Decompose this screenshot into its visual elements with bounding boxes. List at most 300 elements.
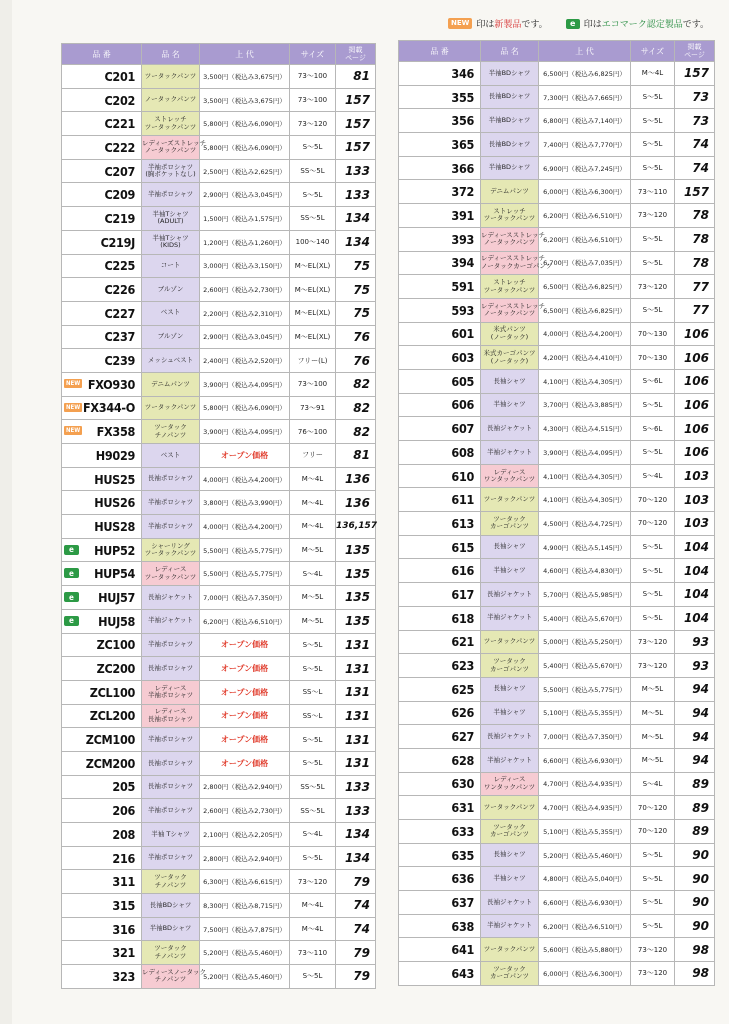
catalog-page: 133: [336, 775, 376, 799]
catalog-page: 78: [675, 204, 715, 228]
catalog-page: 90: [675, 867, 715, 891]
table-row: [62, 823, 376, 847]
product-code: 391: [451, 207, 474, 223]
table-row: [62, 467, 376, 491]
product-size: S～5L: [631, 156, 675, 180]
table-row: [62, 230, 376, 254]
table-row: [399, 962, 715, 986]
product-name: レディースノータック チノパンツ: [142, 965, 200, 989]
product-size: M～EL(XL): [290, 278, 336, 302]
product-code: 617: [451, 586, 474, 602]
catalog-page: 157: [675, 62, 715, 86]
product-code-cell: [399, 630, 481, 654]
product-size: 73～91: [290, 396, 336, 420]
table-row: [62, 515, 376, 539]
product-price: 5,200円（税込み5,460円）: [539, 843, 631, 867]
product-size: 70～130: [631, 322, 675, 346]
product-name: ブルゾン: [142, 278, 200, 302]
product-price: 2,600円（税込み2,730円）: [200, 799, 290, 823]
catalog-page: 82: [336, 396, 376, 420]
product-name: 長袖ポロシャツ: [142, 657, 200, 681]
table-row: [399, 322, 715, 346]
table-row: [399, 369, 715, 393]
product-code: ZCM200: [85, 755, 135, 771]
catalog-page: 74: [675, 133, 715, 157]
product-name: ツータック チノパンツ: [142, 941, 200, 965]
product-price: 5,800円（税込み6,090円）: [200, 112, 290, 136]
catalog-page: 136: [336, 467, 376, 491]
product-code: 626: [451, 705, 474, 721]
product-code: FXO930: [87, 376, 135, 392]
table-row: [62, 112, 376, 136]
product-size: 73～120: [631, 275, 675, 299]
product-code-cell: [62, 467, 142, 491]
product-code-cell: [399, 606, 481, 630]
product-name: ツータック チノパンツ: [142, 420, 200, 444]
table-row: [399, 796, 715, 820]
table-row: [399, 914, 715, 938]
product-code-cell: [62, 894, 142, 918]
table-row: [399, 109, 715, 133]
product-code-cell: [399, 820, 481, 844]
product-name: ツータックパンツ: [481, 488, 539, 512]
catalog-page: 75: [336, 301, 376, 325]
product-code-cell: [62, 870, 142, 894]
product-table-right: [398, 40, 715, 986]
product-code-cell: [62, 728, 142, 752]
product-code: 607: [451, 421, 474, 437]
product-name: 半袖BDシャツ: [481, 109, 539, 133]
product-price: 4,000円（税込み4,200円）: [200, 515, 290, 539]
product-price: 3,800円（税込み3,990円）: [200, 491, 290, 515]
product-code-cell: [399, 441, 481, 465]
product-code: FX344-O: [83, 400, 135, 416]
product-size: SS～5L: [290, 159, 336, 183]
product-name: 半袖BDシャツ: [481, 156, 539, 180]
product-code: 613: [451, 515, 474, 531]
catalog-page: 134: [336, 846, 376, 870]
product-price: 4,600円（税込み4,830円）: [539, 559, 631, 583]
product-price: 3,000円（税込み3,150円）: [200, 254, 290, 278]
catalog-page: 131: [336, 680, 376, 704]
product-size: SS～5L: [290, 207, 336, 231]
product-code: 216: [112, 850, 135, 866]
product-price: 5,500円（税込み5,775円）: [200, 562, 290, 586]
table-row: [62, 159, 376, 183]
catalog-page: 79: [336, 941, 376, 965]
legend-new-text: [476, 17, 547, 30]
product-name: ツータック チノパンツ: [142, 870, 200, 894]
table-row: [399, 535, 715, 559]
product-name: 長袖BDシャツ: [142, 894, 200, 918]
product-code: HUP54: [94, 566, 135, 582]
product-name: 半袖ジャケット: [481, 748, 539, 772]
product-size: M～4L: [290, 894, 336, 918]
product-size: M～5L: [631, 725, 675, 749]
product-size: M～5L: [290, 609, 336, 633]
product-price: 2,800円（税込み2,940円）: [200, 846, 290, 870]
product-name: レディーズストレッチ ノータックパンツ: [142, 136, 200, 160]
product-price: オープン価格: [200, 704, 290, 728]
product-code: 635: [451, 847, 474, 863]
catalog-page: 90: [675, 914, 715, 938]
catalog-page: 104: [675, 535, 715, 559]
product-price: 2,100円（税込み2,205円）: [200, 823, 290, 847]
product-size: S～5L: [631, 133, 675, 157]
product-code: 365: [451, 136, 474, 152]
product-code-cell: [399, 275, 481, 299]
product-name: 長袖ジャケット: [481, 725, 539, 749]
product-size: M～4L: [631, 62, 675, 86]
product-code: C237: [104, 329, 135, 345]
product-price: 2,900円（税込み3,045円）: [200, 183, 290, 207]
new-badge-icon: NEW: [66, 427, 81, 435]
product-name: 半袖ジャケット: [142, 609, 200, 633]
product-price: 4,000円（税込み4,200円）: [200, 467, 290, 491]
catalog-page: 77: [675, 298, 715, 322]
catalog-page: 89: [675, 796, 715, 820]
product-price: 4,700円（税込み4,935円）: [539, 772, 631, 796]
table-row: [62, 207, 376, 231]
product-price: 7,500円（税込み7,875円）: [200, 917, 290, 941]
product-code: 606: [451, 397, 474, 413]
eco-badge-icon: e: [64, 592, 79, 602]
product-name: 長袖シャツ: [481, 843, 539, 867]
product-code: C225: [104, 258, 135, 274]
table-row: [399, 441, 715, 465]
product-name: ストレッチ ツータックパンツ: [142, 112, 200, 136]
product-code-cell: [62, 775, 142, 799]
product-code-cell: [62, 941, 142, 965]
product-code: 636: [451, 871, 474, 887]
table-row: [399, 251, 715, 275]
catalog-page: 135: [336, 538, 376, 562]
table-row: [399, 85, 715, 109]
product-price: 4,000円（税込み4,200円）: [539, 322, 631, 346]
product-price: オープン価格: [200, 680, 290, 704]
product-name: 半袖ポロシャツ: [142, 728, 200, 752]
product-name: 長袖ジャケット: [481, 583, 539, 607]
product-size: S～5L: [290, 751, 336, 775]
product-code: 621: [451, 634, 474, 650]
product-name: レディース ワンタックパンツ: [481, 464, 539, 488]
product-price: 5,200円（税込み5,460円）: [200, 965, 290, 989]
product-code: C219: [104, 210, 135, 226]
catalog-page: 135: [336, 562, 376, 586]
product-price: 3,900円（税込み4,095円）: [200, 372, 290, 396]
product-code: 206: [112, 803, 135, 819]
product-size: 73～120: [631, 938, 675, 962]
product-name: レディース ツータックパンツ: [142, 562, 200, 586]
table-row: [399, 772, 715, 796]
catalog-page: 73: [675, 85, 715, 109]
product-code-cell: [399, 393, 481, 417]
product-code: 610: [451, 468, 474, 484]
product-name: 半袖 Tシャツ: [142, 823, 200, 847]
product-price: 6,200円（税込み6,510円）: [539, 914, 631, 938]
table-row: [62, 444, 376, 468]
product-name: 半袖BDシャツ: [481, 62, 539, 86]
product-code-cell: [399, 156, 481, 180]
product-size: S～5L: [631, 393, 675, 417]
catalog-page: 131: [336, 657, 376, 681]
product-name: 長袖BDシャツ: [481, 85, 539, 109]
catalog-page: 89: [675, 820, 715, 844]
product-code-cell: [62, 965, 142, 989]
product-size: S～5L: [290, 846, 336, 870]
table-row: [62, 704, 376, 728]
header-code: 品 番: [399, 41, 481, 62]
product-code-cell: [62, 586, 142, 610]
product-name: ツータックパンツ: [142, 396, 200, 420]
product-price: オープン価格: [200, 633, 290, 657]
product-price: 5,400円（税込み5,670円）: [539, 606, 631, 630]
table-row: [399, 677, 715, 701]
product-price: 5,700円（税込み5,985円）: [539, 583, 631, 607]
product-code-cell: [62, 704, 142, 728]
header-page: [336, 44, 376, 65]
product-code-cell: [62, 325, 142, 349]
table-row: [399, 891, 715, 915]
header-price: 上 代: [200, 44, 290, 65]
product-name: ツータックパンツ: [481, 630, 539, 654]
product-code-cell: [399, 843, 481, 867]
eco-badge-icon: e: [64, 616, 79, 626]
product-name: メッシュベスト: [142, 349, 200, 373]
catalog-page: 135: [336, 586, 376, 610]
table-row: [399, 820, 715, 844]
product-name: デニムパンツ: [481, 180, 539, 204]
table-body-right: [399, 62, 715, 986]
product-code: HUS25: [94, 471, 135, 487]
table-row: [62, 183, 376, 207]
product-code: C202: [104, 92, 135, 108]
product-size: M～5L: [290, 586, 336, 610]
product-code-cell: [399, 535, 481, 559]
product-code: 316: [112, 921, 135, 937]
catalog-page: 82: [336, 372, 376, 396]
product-price: オープン価格: [200, 728, 290, 752]
product-name: 半袖Tシャツ (KIDS): [142, 230, 200, 254]
product-code-cell: [62, 396, 142, 420]
product-price: 5,200円（税込み5,460円）: [200, 941, 290, 965]
catalog-page: 131: [336, 704, 376, 728]
product-name: 半袖シャツ: [481, 559, 539, 583]
product-price: 1,200円（税込み1,260円）: [200, 230, 290, 254]
product-code-cell: [399, 133, 481, 157]
catalog-page: 136,157: [336, 515, 376, 539]
product-price: 5,500円（税込み5,775円）: [200, 538, 290, 562]
product-code-cell: [62, 609, 142, 633]
product-size: M～EL(XL): [290, 301, 336, 325]
product-size: 70～120: [631, 512, 675, 536]
product-size: 76～100: [290, 420, 336, 444]
table-row: [399, 748, 715, 772]
product-name: レディース 半袖ポロシャツ: [142, 680, 200, 704]
legend: [448, 17, 709, 30]
catalog-page: 73: [675, 109, 715, 133]
header-name: 品 名: [142, 44, 200, 65]
product-code: 591: [451, 279, 474, 295]
table-row: [399, 843, 715, 867]
product-code-cell: [399, 796, 481, 820]
catalog-page: 77: [675, 275, 715, 299]
product-name: ツータックパンツ: [481, 796, 539, 820]
product-name: 半袖ジャケット: [481, 914, 539, 938]
product-code-cell: [399, 417, 481, 441]
table-row: [62, 254, 376, 278]
product-price: 6,500円（税込み6,825円）: [539, 275, 631, 299]
product-code-cell: [399, 725, 481, 749]
product-price: 6,000円（税込み6,300円）: [539, 962, 631, 986]
table-row: [62, 917, 376, 941]
catalog-page: 98: [675, 962, 715, 986]
product-code-cell: [62, 301, 142, 325]
product-size: S～4L: [290, 562, 336, 586]
header-page-line2: ページ: [345, 54, 366, 62]
catalog-page: 79: [336, 965, 376, 989]
catalog-page: 76: [336, 325, 376, 349]
product-code: 394: [451, 255, 474, 271]
table-row: [399, 701, 715, 725]
catalog-page: 106: [675, 369, 715, 393]
catalog-page: 94: [675, 748, 715, 772]
catalog-page: 103: [675, 488, 715, 512]
catalog-page: 94: [675, 701, 715, 725]
product-code-cell: [399, 701, 481, 725]
product-code-cell: [62, 372, 142, 396]
catalog-page: 157: [336, 112, 376, 136]
product-code-cell: [62, 444, 142, 468]
product-name: レディース ワンタックパンツ: [481, 772, 539, 796]
product-price: 3,900円（税込み4,095円）: [200, 420, 290, 444]
header-code: 品 番: [62, 44, 142, 65]
product-size: S～5L: [631, 891, 675, 915]
product-price: 4,100円（税込み4,305円）: [539, 488, 631, 512]
product-code: C209: [104, 187, 135, 203]
product-size: S～5L: [631, 227, 675, 251]
product-price: 2,400円（税込み2,520円）: [200, 349, 290, 373]
table-row: [399, 298, 715, 322]
table-row: [62, 301, 376, 325]
product-size: M～4L: [290, 491, 336, 515]
product-size: SS～L: [290, 704, 336, 728]
product-code: 633: [451, 823, 474, 839]
table-body-left: [62, 65, 376, 989]
product-size: 73～110: [631, 180, 675, 204]
catalog-page: 81: [336, 65, 376, 89]
product-price: 6,700円（税込み7,035円）: [539, 251, 631, 275]
product-price: オープン価格: [200, 444, 290, 468]
product-price: 6,800円（税込み7,140円）: [539, 109, 631, 133]
product-code-cell: [399, 109, 481, 133]
product-name: 半袖ポロシャツ: [142, 846, 200, 870]
product-price: 2,500円（税込み2,625円）: [200, 159, 290, 183]
product-code: HUP52: [94, 542, 135, 558]
catalog-page: 104: [675, 583, 715, 607]
product-size: M～4L: [290, 917, 336, 941]
product-size: 73～100: [290, 372, 336, 396]
product-name: 長袖シャツ: [481, 677, 539, 701]
product-price: 3,900円（税込み4,095円）: [539, 441, 631, 465]
product-code: HUS26: [94, 495, 135, 511]
product-size: M～5L: [631, 677, 675, 701]
product-code: ZCL100: [89, 684, 135, 700]
product-size: SS～5L: [290, 775, 336, 799]
product-size: S～5L: [631, 251, 675, 275]
product-code-cell: [62, 917, 142, 941]
product-code-cell: [62, 278, 142, 302]
table-row: [399, 62, 715, 86]
product-name: コート: [142, 254, 200, 278]
product-size: S～5L: [290, 633, 336, 657]
product-code: 356: [451, 113, 474, 129]
product-name: 半袖ポロシャツ: [142, 633, 200, 657]
header-price: 上 代: [539, 41, 631, 62]
product-size: 73～120: [631, 630, 675, 654]
product-code-cell: [399, 227, 481, 251]
product-name: 長袖ジャケット: [142, 586, 200, 610]
product-size: S～5L: [631, 843, 675, 867]
table-row: [399, 227, 715, 251]
table-row: [62, 799, 376, 823]
table-row: [62, 657, 376, 681]
product-code: 631: [451, 800, 474, 816]
table-row: [399, 867, 715, 891]
catalog-page: 74: [336, 917, 376, 941]
product-code-cell: [62, 159, 142, 183]
product-price: 5,100円（税込み5,355円）: [539, 701, 631, 725]
product-name: シャーリング ツータックパンツ: [142, 538, 200, 562]
product-code: 618: [451, 610, 474, 626]
product-price: 3,500円（税込み3,675円）: [200, 88, 290, 112]
catalog-page: 131: [336, 633, 376, 657]
table-row: [399, 630, 715, 654]
product-code-cell: [62, 491, 142, 515]
table-row: [399, 133, 715, 157]
product-price: 4,800円（税込み5,040円）: [539, 867, 631, 891]
product-code: 393: [451, 231, 474, 247]
product-size: S～4L: [631, 772, 675, 796]
catalog-page: 133: [336, 799, 376, 823]
product-size: M～4L: [290, 515, 336, 539]
product-code-cell: [399, 772, 481, 796]
table-row: [62, 538, 376, 562]
table-row: [399, 204, 715, 228]
table-row: [62, 680, 376, 704]
table-row: [62, 491, 376, 515]
product-code-cell: [399, 464, 481, 488]
eco-badge-icon: e: [64, 568, 79, 578]
table-row: [399, 346, 715, 370]
product-code: 603: [451, 350, 474, 366]
product-name: 半袖Tシャツ (ADULT): [142, 207, 200, 231]
product-size: 70～120: [631, 488, 675, 512]
product-code: 608: [451, 444, 474, 460]
table-row: [62, 846, 376, 870]
catalog-page: 98: [675, 938, 715, 962]
product-code: C219J: [100, 234, 135, 250]
product-price: 2,800円（税込み2,940円）: [200, 775, 290, 799]
legend-eco-text: [584, 17, 709, 30]
product-code: 601: [451, 326, 474, 342]
product-name: ベスト: [142, 301, 200, 325]
table-row: [399, 654, 715, 678]
catalog-page: 90: [675, 843, 715, 867]
product-code: FX358: [96, 424, 135, 440]
product-name: レディースストレッチ ノータックパンツ: [481, 227, 539, 251]
product-code-cell: [399, 322, 481, 346]
